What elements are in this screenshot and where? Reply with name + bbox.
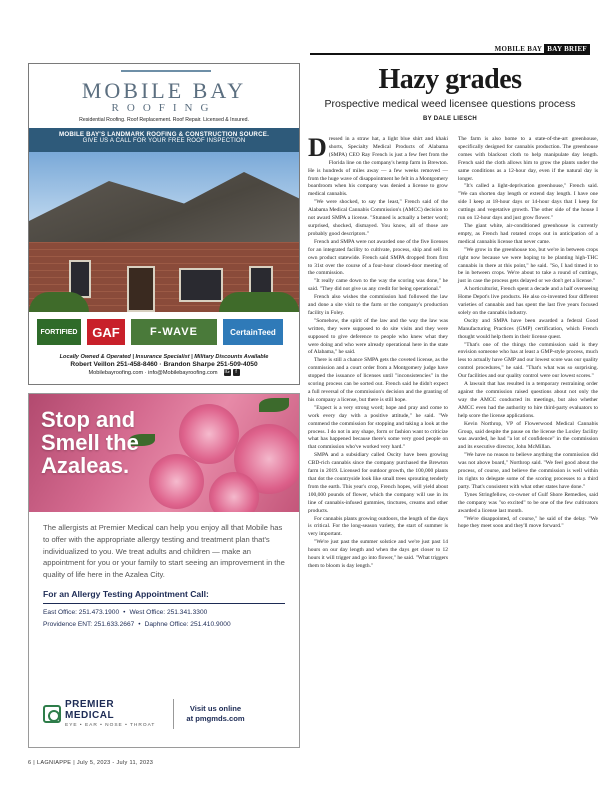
paragraph: "We were shocked, to say the least," French said of the Alabama Medical Cannabis Commission's (AMCC) decision to not award SMPA a license. "Stunned is actually a better word; surprised, shocked, dismayed. You know, all of those are probably good descriptors." [308, 199, 449, 237]
premier-medical-sub: EYE • EAR • NOSE • THROAT [65, 723, 156, 728]
roofing-banner [29, 128, 299, 152]
allergy-body: The allergists at Premier Medical can help you enjoy all that Mobile has to offer with the appropriate allergy testing and treatment plan that's individualized to you. We treat adults and children — make an appointment for you or your family to start seeing an improvement in the quality of life here in the Azalea City. [43, 523, 285, 580]
bullet: • [138, 620, 141, 628]
divider [43, 603, 285, 604]
page-folio [28, 760, 153, 766]
roofing-web-row [33, 369, 295, 376]
paragraph: The giant white, air-conditioned greenhouse is currently empty, as French had rotated crops out in anticipation of a medical cannabis license that never came. [458, 222, 598, 245]
office-phone[interactable]: Daphne Office: 251.410.9000 [144, 620, 231, 628]
issue-dates: July 5, 2023 - July 11, 2023 [76, 760, 154, 766]
top-rule [310, 53, 590, 55]
allergy-call-heading: For an Allergy Testing Appointment Call: [43, 588, 209, 599]
partner-logos [29, 312, 299, 352]
allergy-call [29, 581, 299, 628]
paragraph: SMPA and a subsidiary called Oscity have been growing CBD-rich cannabis since the company purchased the Brewton farm in 2019. Licensed for outdoor growth, the 100,000 plants that dot the countryside look like small trees sprouting tenderly from the earth. This year's crop, French hopes, will yield about 100,000 pounds of flower, which the company will use in its line of cannabis-infused gummies, tinctures, creams and other products. [308, 452, 448, 514]
office-phone[interactable]: West Office: 251.341.3300 [129, 608, 208, 616]
paragraph: There is still a chance SMPA gets the coveted license, as the commission and a court order from a Montgomery judge have stopped the issuance of licenses until "inconsistencies" in the scoring process can be sorted out. French said he didn't expect a full reversal of the commission's decision and the granting of his company a license, but there is still hope. [308, 357, 448, 403]
roofing-tagline: Residential Roofing. Roof Replacement. Roof Repair. Licensed & Insured. [79, 117, 249, 123]
azalea-bloom [149, 454, 204, 509]
leaf [259, 398, 289, 412]
allergy-ad[interactable] [28, 393, 300, 748]
section-pill: BAY BRIEF [544, 44, 590, 54]
paragraph: "We're disappointed, of course," he said of the delay. "We hope they meet soon and they'll move forward." [458, 515, 598, 530]
paragraph [308, 133, 448, 199]
office-line [43, 621, 285, 628]
paragraph: "We're just past the summer solstice and we're just past 14 hours on our day length and when the days get closer to 12 hours it will trigger and go into flower," he said. "What triggers them to bloom is day length." [308, 539, 448, 569]
article-column-1 [308, 133, 449, 571]
door [127, 266, 155, 312]
roofing-logo [29, 64, 299, 128]
paragraph-text: ressed in a straw hat, a light blue shirt and khaki shorts, Specialty Medical Products of Alabama (SMPA) CEO Ray French is just a few feet from the Florida line on the company's hemp farm in Brewton. He is hundreds of miles away — a few weeks removed — from the huge wave of disappointment he felt in a Montgomery boardroom when his company was denied a license to grow medical cannabis. [308, 136, 448, 198]
paragraph: "We have no reason to believe anything the commission did was not above board," Northrop said. "We feel good about the process, of course, and believe the commission is well within its rights to delegate some of the scoring processes to a third party. That's consistent with what other states have done." [458, 452, 598, 490]
paragraph: "It's called a light-deprivation greenhouse," French said. "We can shorten day length or extend day length. I have one side I keep at 18-hour days or 14-hour days that I keep for cuttings and vegetative growth. The other side of the house I run on 12-hour days and just grow flower." [458, 183, 598, 222]
allergy-headline [41, 408, 139, 477]
paragraph: Kevin Northrop, VP of Flowerwood Medical Cannabis Group, said despite the pause on the license the Loxley facility was awarded, he had "a lot of confidence" in the commission and its executive director, John McMillan. [458, 420, 598, 451]
office-line [43, 609, 285, 616]
paragraph: "Expect is a very strong word; hope and pray and come to work every day with a positive attitude," he said. "We commend the commission for stopping and taking a look at the process. I do not in any shape, form or fashion want to criticize what has happened because there's some very good people on that commission who've worked very hard." [308, 404, 448, 451]
paragraph: French and SMPA were not awarded one of the five licenses for an integrated facility to cultivate, process, ship and sell its own product statewide. French said SMPA dropped from first to 31st over the course of a four-hour closed-door meeting of the commission. [308, 238, 448, 277]
social-icons [224, 369, 240, 376]
paragraph: The farm is also home to a state-of-the-art greenhouse, specifically designed for cannabis production. The greenhouse comes with blackout cloth to help manipulate day length. French said the cloth allows him to grow the plants under the same conditions as a 12-hour day, even if the natural day is longer. [458, 136, 598, 182]
paragraph: "We grow in the greenhouse too, but we're in between crops right now because we were hoping to be planting high-THC cannabis in there at this point," he said. "So, I had timed it to be in between crops. We're about to take a round of cuttings, just in case the process gets delayed or we don't get a license." [458, 246, 598, 285]
paragraph: "Somehow, the spirit of the law and the way the law was written, they were supposed to do site visits and they were supposed to give deference to people who knew what they were doing and who were already operational here in the state of Alabama," he said. [308, 317, 448, 356]
article-headline: Hazy grades [378, 64, 522, 95]
article-byline: BY DALE LIESCH [422, 116, 478, 122]
roofing-contact [29, 352, 299, 378]
paragraph: For cannabis plants growing outdoors, the length of the days is critical. For the long-season variety, the start of summer is very important. [308, 515, 448, 538]
office-phone[interactable]: Providence ENT: 251.633.2667 [43, 620, 135, 628]
allergy-headline-line1: Stop and [41, 407, 136, 432]
roofing-brand: MOBILE BAY [81, 78, 247, 103]
roofing-banner-line1: MOBILE BAY'S LANDMARK ROOFING & CONSTRUCTION SOURCE. [59, 131, 269, 138]
roofing-ad[interactable] [28, 63, 300, 385]
roofing-banner-line2: GIVE US A CALL FOR YOUR FREE ROOF INSPECTION [82, 138, 246, 144]
premier-medical-brand2: MEDICAL [65, 710, 115, 721]
folio-separator: | [33, 760, 36, 766]
vertical-divider [173, 699, 174, 729]
premier-medical-icon [43, 705, 61, 723]
gaf-logo: GAF [87, 319, 125, 345]
premier-medical-logo [65, 700, 155, 728]
visit-link[interactable] [186, 704, 244, 724]
roofing-phones: Robert Veillon 251-458-8460 · Brandon Sharpe 251-509-4050 [70, 361, 258, 368]
paragraph: Tynes Stringfellow, co-owner of Gulf Shore Remedies, said the company was "so excited" to be one of the few cultivators awarded a license last month. [458, 491, 598, 514]
section-label: MOBILE BAY [494, 45, 543, 53]
dropcap: D [308, 133, 327, 162]
facebook-icon[interactable]: f [233, 369, 240, 376]
roofing-features: Locally Owned & Operated | Insurance Specialist | Military Discounts Available [59, 354, 269, 360]
shrub [29, 292, 89, 312]
instagram-icon[interactable]: IG [224, 369, 230, 375]
roofing-web[interactable]: Mobilebayroofing.com · info@Mobilebayroofing.com [88, 369, 218, 376]
paragraph: "It really came down to the way the scoring was done," he said. "They did not give us any credit for being operational." [308, 278, 448, 293]
premier-medical-footer [43, 695, 285, 733]
page-number: 6 [28, 760, 32, 766]
folio-separator: | [73, 760, 75, 766]
paragraph: "That's one of the things the commission said is they envision someone who has at least a GMP-style process, much less to actually have GMP and our lowest score was our quality control procedures," he said. "That's what was so surprising. Our facilities and our quality control were our lowest scores." [458, 341, 598, 380]
paragraph: Oscity and SMPA have been awarded a federal Good Manufacturing Practices (GMP) certification, which French thought would help them in their license quest. [458, 317, 598, 340]
fwave-logo: F-WAVE [131, 319, 217, 345]
roofing-brand-sub: ROOFING [111, 102, 217, 114]
visit-line1: Visit us online [189, 704, 242, 714]
window [179, 268, 223, 302]
bullet: • [123, 608, 126, 616]
azalea-bloom [179, 404, 239, 464]
allergy-headline-line2: Smell the [41, 430, 139, 456]
azalea-photo [29, 394, 299, 512]
article-column-2 [458, 136, 598, 531]
paragraph: French also wishes the commission had followed the law and done a site visit to the farm or the company's production facility in Foley. [308, 294, 448, 316]
article-deck: Prospective medical weed licensee questions process [324, 98, 576, 110]
paragraph: A lawsuit that has resulted in a temporary restraining order against the commission raised questions about not only the way the AMCC conducted its meetings, but also whether AMCC even had the authority to hire third-party evaluators to help score the license applications. [458, 381, 598, 419]
paragraph: A horticulturist, French spent a decade and a half overseeing Home Depot's live products. He also co-invented four different varieties of cannabis and has spent the last five years focused solely on the cannabis industry. [458, 286, 598, 316]
shrub [219, 292, 299, 312]
fortified-logo: FORTIFIED [37, 319, 81, 345]
certainteed-logo: CertainTeed [223, 319, 283, 345]
publication-name: LAGNIAPPE [36, 760, 72, 766]
allergy-headline-line3: Azaleas. [41, 453, 130, 479]
roofline-icon [121, 70, 211, 84]
house-photo [29, 152, 299, 312]
visit-line2: at pmgmds.com [186, 714, 245, 723]
premier-medical-brand1: PREMIER [65, 699, 115, 710]
office-phone[interactable]: East Office: 251.473.1900 [43, 608, 120, 616]
